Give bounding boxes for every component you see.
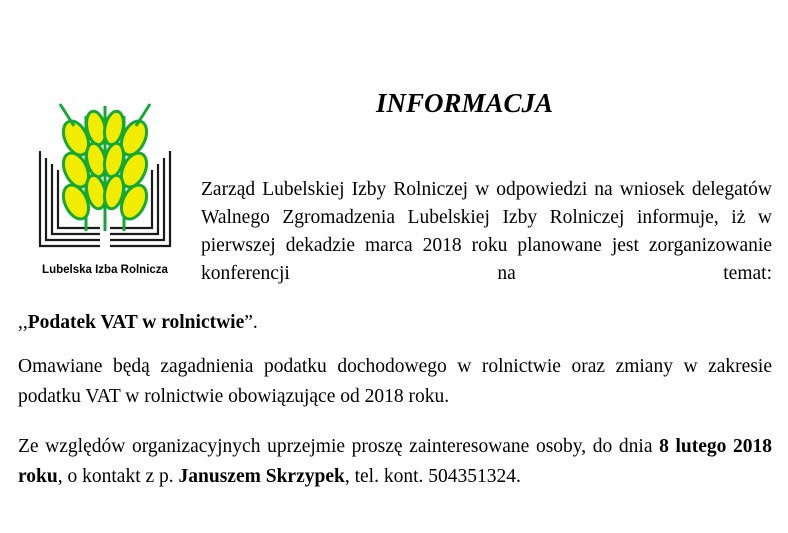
- lir-logo: [30, 96, 180, 286]
- topics-paragraph: Omawiane będą zagadnienia podatku dochodowego w rolnictwie oraz zmiany w zakresie podatku VAT w rolnictwie obowiązujące od 2018 roku.: [18, 356, 772, 407]
- contact-middle: , o kontakt z p.: [57, 466, 179, 487]
- logo-caption: Lubelska Izba Rolnicza: [42, 264, 168, 276]
- intro-paragraph: Zarząd Lubelskiej Izby Rolniczej w odpowiedzi na wniosek delegatów Walnego Zgromadzenia Lubelskiej Izby Rolniczej informuje, iż w pierwszej dekadzie marca 2018 roku planowane jest zorganizowanie konferencji na temat:: [201, 179, 772, 284]
- conference-topic: [18, 309, 258, 337]
- contact-paragraph: [18, 432, 772, 492]
- wheat-book-icon: [30, 96, 180, 261]
- contact-lead: Ze względów organizacyjnych uprzejmie proszę zainteresowane osoby, do dnia: [18, 436, 660, 457]
- contact-phone: , tel. kont. 504351324.: [344, 466, 521, 487]
- contact-person: Januszem Skrzypek: [178, 466, 345, 487]
- topic-name: Podatek VAT w rolnictwie: [27, 312, 245, 333]
- page-title: INFORMACJA: [376, 88, 554, 118]
- topic-open-quote: ,,: [18, 312, 28, 333]
- topic-close-quote: ”.: [244, 312, 258, 333]
- deadline-date: 8 lutego 2018 roku: [18, 436, 772, 487]
